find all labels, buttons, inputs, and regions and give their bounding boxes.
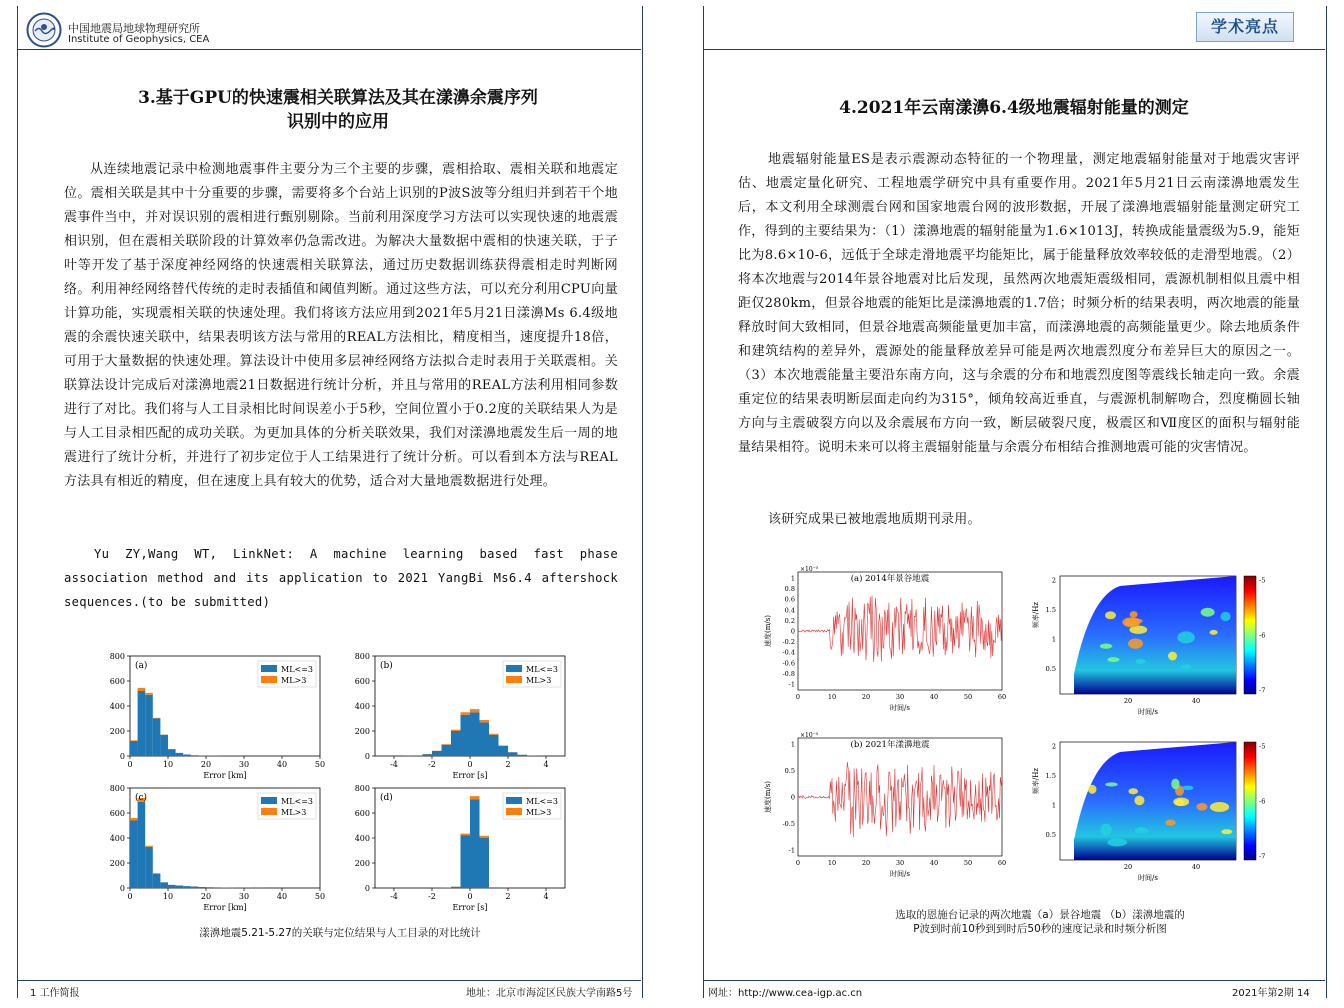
right-figure-caption — [810, 908, 1270, 936]
y-tick-label: 2 — [1051, 576, 1056, 585]
spectrogram-energy-blob — [1122, 617, 1140, 627]
hist-bar-ml-small — [145, 695, 153, 756]
hist-bar-ml-small — [153, 719, 161, 757]
left-header-rule — [17, 49, 641, 50]
legend-swatch-ml-large — [506, 676, 522, 683]
spectrogram-energy-blob — [1100, 824, 1111, 836]
y-tick-label: 0.8 — [784, 585, 795, 594]
hist-bar-ml-small — [489, 887, 499, 888]
spectrogram-energy-blob — [1220, 612, 1230, 621]
y-tick-label: 200 — [354, 727, 370, 736]
hist-bar-ml-small — [138, 802, 146, 888]
y-tick-label: 800 — [354, 784, 370, 793]
hist-bar-ml-small — [145, 847, 153, 888]
x-tick-label: -2 — [428, 760, 436, 769]
hist-bar-ml-small — [176, 753, 184, 756]
spectrogram-energy-blob — [1168, 652, 1177, 661]
y-tick-label: 600 — [354, 677, 370, 686]
hist-bar-ml-large — [138, 688, 146, 691]
hist-bar-ml-small — [130, 821, 138, 889]
x-tick-label: 10 — [162, 892, 174, 901]
x-tick-label: 4 — [543, 760, 549, 769]
spectrogram-energy-blob — [1165, 819, 1175, 825]
spectrogram-energy-blob — [1177, 631, 1194, 643]
y-tick-label: 1 — [790, 574, 795, 583]
y-tick-label: -0.8 — [782, 669, 795, 678]
x-tick-label: 20 — [200, 892, 212, 901]
x-axis-label: 时间/s — [890, 704, 910, 712]
x-tick-label: 0 — [795, 693, 801, 701]
y-axis-label: 频率/Hz — [1032, 767, 1040, 795]
spectrogram-energy-blob — [1182, 786, 1194, 791]
x-tick-label: 40 — [1191, 863, 1201, 871]
hist-bar-ml-small — [168, 749, 176, 756]
legend-swatch-ml-small — [261, 797, 277, 804]
x-tick-label: 0 — [467, 760, 473, 769]
legend-label-ml-large: ML>3 — [281, 676, 307, 685]
x-tick-label: 20 — [861, 693, 871, 701]
footer-issue: 2021年第2期 14 — [1232, 988, 1310, 999]
left-title-line1: 3.基于GPU的快速震相关联算法及其在漾濞余震序列 — [138, 88, 538, 108]
spectrogram-energy-blob — [1128, 639, 1143, 649]
hist-bar-ml-large — [499, 746, 509, 747]
hist-bar-ml-small — [451, 887, 461, 888]
y-axis-label: 频率/Hz — [1032, 601, 1040, 629]
legend-label-ml-large: ML>3 — [281, 808, 307, 817]
hist-bar-ml-small — [518, 755, 528, 756]
y-tick-label: 0 — [119, 752, 125, 761]
hist-bar-ml-large — [461, 712, 471, 715]
hist-bar-ml-small — [480, 838, 490, 888]
x-tick-label: 30 — [238, 760, 250, 769]
right-caption-line1: 选取的恩施台记录的两次地震（a）景谷地震 （b）漾濞地震的 — [895, 909, 1185, 921]
x-tick-label: 10 — [827, 693, 837, 701]
hist-bar-ml-small — [470, 799, 480, 888]
footer-website[interactable]: 网址：http://www.cea-igp.ac.cn — [708, 988, 863, 999]
legend-swatch-ml-large — [261, 808, 277, 815]
spectrogram-energy-blob — [1210, 802, 1229, 812]
hist-bar-ml-small — [499, 746, 509, 756]
y-tick-label: 400 — [354, 834, 370, 843]
y-tick-label: 1.5 — [1045, 606, 1056, 614]
colorbar — [1244, 576, 1256, 694]
x-tick-label: 10 — [162, 760, 174, 769]
x-axis-label: Error [km] — [203, 771, 247, 780]
left-article-body: 从连续地震记录中检测地震事件主要分为三个主要的步骤，震相拾取、震相关联和地震定位。震相关联是其中十分重要的步骤，需要将多个台站上识别的P波S波等分组归并到若干个地震事件当中，并对误识别的震相进行甄别剔除。当前利用深度学习方法可以实现快速的地震震相识别，但在震相关联阶段的计算效率仍急需改进。为解决大量数据中震相的快速关联，于子叶等开发了基于深度神经网络的快速震相关联算法，通过历史数据训练获得震相走时判断网络。利用神经网络替代传统的走时表插值和阈值判断。通过这些方法，可以充分利用CPU向量计算功能，实现震相关联的快速处理。我们将该方法应用到2021年5月21日漾濞Ms 6.4级地震的余震快速关联中，结果表明该方法与常用的REAL方法相比，精度相当，速度提升18倍，可用于大量数据的快速处理。算法设计中使用多层神经网络方法拟合走时表用于关联震相。关联算法设计完成后对漾濞地震21日数据进行统计分析，并且与常用的REAL方法利用相同参数进行了对比。我们将与人工目录相比时间误差小于5秒，空间位置小于0.2度的关联结果人为是与人工目录相匹配的成功关联。为更加具体的分析关联效果，我们对漾濞地震发生后一周的地震进行了统计分析，并进行了初步定位于人工结果进行了统计分析。可以看到本方法与REAL方法具有相近的精度，但在速度上具有较大的优势，适合对大量地震数据进行处理。 — [64, 162, 618, 489]
left-footer-rule — [17, 980, 641, 981]
x-tick-label: 40 — [929, 693, 939, 701]
hist-bar-ml-small — [176, 886, 184, 889]
hist-bar-ml-large — [470, 709, 480, 712]
spectrogram-energy-blob — [1221, 829, 1232, 834]
hist-bar-ml-small — [461, 836, 471, 889]
left-article-title — [60, 86, 616, 134]
x-tick-label: -4 — [390, 892, 398, 901]
y-axis-label: 速度(m/s) — [764, 780, 772, 814]
hist-bar-ml-small — [183, 755, 191, 757]
colorbar-tick-label: -7 — [1259, 852, 1266, 861]
hist-bar-ml-large — [130, 740, 138, 741]
colorbar-tick-label: -7 — [1259, 686, 1266, 695]
y-tick-label: 400 — [109, 834, 125, 843]
x-tick-label: 50 — [314, 760, 326, 769]
y-tick-label: -0.5 — [782, 820, 795, 828]
histogram-panel — [110, 784, 325, 912]
hist-bar-ml-small — [461, 715, 471, 756]
colorbar-tick-label: -6 — [1259, 631, 1266, 640]
spectrogram-energy-blob — [1100, 644, 1113, 649]
x-tick-label: 40 — [929, 859, 939, 867]
x-tick-label: 2 — [505, 760, 511, 769]
legend-label-ml-large: ML>3 — [526, 808, 552, 817]
seismogram-panel — [763, 566, 1265, 716]
y-tick-label: -0.4 — [782, 648, 795, 657]
spectrogram-energy-blob — [1105, 611, 1116, 619]
spectrogram-energy-blob — [1135, 659, 1145, 664]
hist-bar-ml-small — [130, 741, 138, 756]
y-tick-label: 0.4 — [784, 606, 795, 615]
x-tick-label: 20 — [200, 760, 212, 769]
panel-tag: (d) — [380, 793, 393, 803]
hist-bar-ml-small — [191, 755, 199, 756]
y-tick-label: 600 — [109, 809, 125, 818]
x-tick-label: 50 — [314, 892, 326, 901]
panel-tag: (b) — [380, 661, 393, 671]
spectrogram-energy-blob — [1171, 779, 1179, 790]
spectrogram-energy-blob — [1210, 630, 1218, 635]
panel-tag: (c) — [135, 793, 148, 803]
hist-bar-ml-small — [191, 887, 199, 889]
legend-label-ml-small: ML<=3 — [281, 665, 313, 674]
hist-bar-ml-large — [461, 834, 471, 836]
x-tick-label: 40 — [1191, 697, 1201, 705]
y-tick-label: -0.6 — [782, 659, 795, 668]
spectrogram-energy-blob — [1181, 664, 1191, 669]
scale-label: ×10⁻⁵ — [800, 566, 819, 573]
seal-icon — [26, 12, 62, 48]
hist-bar-ml-small — [423, 754, 433, 756]
hist-bar-ml-large — [145, 846, 153, 847]
hist-bar-ml-small — [206, 887, 214, 888]
x-axis-label: 时间/s — [1138, 874, 1158, 882]
y-tick-label: 200 — [109, 727, 125, 736]
y-tick-label: 0.5 — [1045, 665, 1056, 673]
hist-bar-ml-small — [168, 885, 176, 888]
hist-bar-ml-large — [480, 836, 490, 838]
y-tick-label: 2 — [1051, 742, 1056, 751]
colorbar-tick-label: -5 — [1259, 742, 1266, 751]
x-tick-label: 30 — [895, 693, 905, 701]
hist-bar-ml-small — [160, 882, 168, 888]
histogram-panel — [355, 652, 565, 780]
footer-address: 地址：北京市海淀区民族大学南路5号 — [466, 988, 633, 999]
x-tick-label: 30 — [895, 859, 905, 867]
y-tick-label: -1 — [788, 680, 795, 689]
x-tick-label: 60 — [997, 859, 1007, 867]
y-tick-label: 0.5 — [784, 767, 795, 775]
hist-bar-ml-small — [480, 722, 490, 756]
x-tick-label: 20 — [1123, 863, 1133, 871]
colorbar — [1244, 742, 1256, 860]
y-tick-label: 1 — [1051, 635, 1056, 644]
colorbar-tick-label: -5 — [1259, 576, 1266, 585]
hist-bar-ml-large — [489, 734, 499, 735]
y-tick-label: 0.6 — [784, 595, 795, 604]
hist-bar-ml-large — [480, 720, 490, 722]
hist-bar-ml-large — [470, 796, 480, 799]
hist-bar-ml-small — [214, 887, 222, 888]
histogram-panel — [110, 652, 325, 780]
hist-bar-ml-large — [153, 718, 161, 719]
y-tick-label: 200 — [354, 859, 370, 868]
y-tick-label: 0 — [790, 627, 795, 636]
footer-left-page: 1 工作简报 — [30, 988, 80, 999]
hist-bar-ml-large — [451, 730, 461, 731]
y-tick-label: 600 — [109, 677, 125, 686]
hist-bar-ml-small — [153, 874, 161, 888]
hist-bar-ml-small — [489, 735, 499, 756]
x-tick-label: 60 — [997, 693, 1007, 701]
x-tick-label: 20 — [861, 859, 871, 867]
spectrogram-energy-blob — [1134, 796, 1144, 806]
hist-bar-ml-small — [413, 755, 423, 756]
institute-logo — [26, 12, 62, 48]
legend-swatch-ml-small — [506, 665, 522, 672]
y-tick-label: 0.5 — [1045, 831, 1056, 839]
y-tick-label: 1 — [790, 740, 795, 749]
y-tick-label: 0 — [119, 884, 125, 893]
hist-bar-ml-small — [138, 691, 146, 756]
legend-swatch-ml-small — [261, 665, 277, 672]
x-axis-label: Error [km] — [203, 903, 247, 912]
hist-bar-ml-small — [198, 756, 206, 757]
hist-bar-ml-small — [508, 752, 518, 756]
y-tick-label: 0 — [364, 884, 370, 893]
y-tick-label: -1 — [788, 846, 795, 855]
y-tick-label: 1.5 — [1045, 772, 1056, 780]
seismogram-title: (a) 2014年景谷地震 — [850, 574, 930, 584]
legend-label-ml-small: ML<=3 — [526, 665, 558, 674]
scale-label: ×10⁻⁵ — [800, 732, 819, 739]
x-tick-label: 40 — [276, 892, 288, 901]
hist-bar-ml-small — [160, 735, 168, 756]
y-tick-label: 200 — [109, 859, 125, 868]
x-tick-label: 0 — [127, 892, 133, 901]
x-tick-label: 20 — [1123, 697, 1133, 705]
hist-bar-ml-small — [183, 886, 191, 888]
legend-label-ml-small: ML<=3 — [281, 797, 313, 806]
hist-bar-ml-large — [130, 818, 138, 821]
y-tick-label: 400 — [354, 702, 370, 711]
spectrogram-energy-blob — [1128, 788, 1138, 794]
spectrogram-energy-blob — [1088, 785, 1096, 794]
legend-label-ml-large: ML>3 — [526, 676, 552, 685]
panel-tag: (a) — [135, 661, 148, 671]
y-tick-label: 0.2 — [784, 616, 795, 625]
y-tick-label: 400 — [109, 702, 125, 711]
spectrogram-energy-blob — [1175, 799, 1184, 806]
hist-bar-ml-small — [221, 888, 229, 889]
section-badge: 学术亮点 — [1196, 12, 1294, 42]
hist-bar-ml-large — [145, 693, 153, 695]
x-tick-label: 50 — [963, 859, 973, 867]
legend-swatch-ml-large — [506, 808, 522, 815]
spectrogram-energy-blob — [1107, 657, 1119, 662]
x-tick-label: 0 — [127, 760, 133, 769]
x-tick-label: 40 — [276, 760, 288, 769]
y-tick-label: -0.2 — [782, 638, 795, 647]
right-article-title: 4.2021年云南漾濞6.4级地震辐射能量的测定 — [839, 98, 1189, 118]
x-axis-label: Error [s] — [452, 903, 488, 912]
right-header-rule — [703, 49, 1325, 50]
histogram-figure — [100, 648, 580, 916]
x-tick-label: 10 — [827, 859, 837, 867]
seismogram-title: (b) 2021年漾濞地震 — [850, 740, 930, 750]
hist-bar-ml-small — [198, 887, 206, 888]
x-axis-label: 时间/s — [1138, 708, 1158, 716]
legend-swatch-ml-small — [506, 797, 522, 804]
x-tick-label: 4 — [543, 892, 549, 901]
institute-name-en: Institute of Geophysics, CEA — [68, 34, 210, 45]
left-figure-caption: 漾濞地震5.21-5.27的关联与定位结果与人工目录的对比统计 — [199, 927, 481, 939]
left-title-line2: 识别中的应用 — [287, 112, 389, 132]
x-tick-label: 2 — [505, 892, 511, 901]
histogram-panel — [355, 784, 565, 912]
x-tick-label: 30 — [238, 892, 250, 901]
hist-bar-ml-small — [451, 731, 461, 756]
y-tick-label: 0 — [790, 793, 795, 802]
seismogram-figure — [760, 562, 1280, 884]
y-axis-label: 速度(m/s) — [764, 614, 772, 648]
hist-bar-ml-small — [442, 745, 452, 756]
spectrogram-energy-blob — [1130, 611, 1138, 618]
y-tick-label: 600 — [354, 809, 370, 818]
y-tick-label: 800 — [109, 652, 125, 661]
seismogram-panel — [763, 732, 1265, 882]
hist-bar-ml-large — [442, 744, 452, 745]
x-axis-label: Error [s] — [452, 771, 488, 780]
x-tick-label: 0 — [467, 892, 473, 901]
spectrogram-energy-blob — [1107, 838, 1127, 846]
hist-bar-ml-small — [432, 751, 442, 756]
spectrogram-energy-blob — [1201, 608, 1215, 617]
legend-swatch-ml-large — [261, 676, 277, 683]
legend-label-ml-small: ML<=3 — [526, 797, 558, 806]
y-tick-label: 800 — [109, 784, 125, 793]
y-tick-label: 0 — [364, 752, 370, 761]
spectrogram-energy-blob — [1105, 782, 1118, 786]
x-tick-label: 0 — [795, 859, 801, 867]
left-reference: Yu ZY,Wang WT, LinkNet: A machine learning based fast phase association method and its application to 2021 YangBi Ms6.4 aftershock sequences.(to be submitted) — [64, 547, 618, 609]
spectrogram-energy-blob — [1196, 803, 1207, 811]
x-tick-label: 50 — [963, 693, 973, 701]
right-published-note: 该研究成果已被地震地质期刊录用。 — [768, 512, 981, 527]
institute-name-cn: 中国地震局地球物理研究所 — [68, 22, 200, 35]
y-tick-label: 800 — [354, 652, 370, 661]
colorbar-tick-label: -6 — [1259, 797, 1266, 806]
right-article-body: 地震辐射能量ES是表示震源动态特征的一个物理量，测定地震辐射能量对于地震灾害评估、地震定量化研究、工程地震学研究中具有重要作用。2021年5月21日云南漾濞地震发生后，本文利用全球测震台网和国家地震台网的波形数据，开展了漾濞地震辐射能量测定研究工作，得到的主要结果为：（1）漾濞地震的辐射能量为1.6×1013J，转换成能量震级为5.9，能矩比为8.6×10-6，远低于全球走滑地震平均能矩比，属于能量释放效率较低的走滑型地震。（2）将本次地震与2014年景谷地震对比后发现，虽然两次地震矩震级相同，震源机制相似且震中相距仅280km，但景谷地震的能矩比是漾濞地震的1.7倍；时频分析的结果表明，两次地震的能量释放时间大致相同，但景谷地震高频能量更加丰富，而漾濞地震的高频能量更少。除去地质条件和建筑结构的差异外，震源处的能量释放差异可能是两次地震烈度分布差异巨大的原因之一。（3）本次地震能量主要沿东南方向，这与余震的分布和地震烈度图等震线长轴走向一致。余震重定位的结果表明断层面走向约为315°，倾角较高近垂直，与震源机制解吻合，烈度椭圆长轴方向与主震破裂方向以及余震展布方向一致，断层破裂尺度，极震区和Ⅶ度区的面积与辐射能量结果相符。说明未来可以将主震辐射能量与余震分布相结合推测地震可能的灾害情况。 — [738, 152, 1300, 455]
hist-bar-ml-small — [470, 712, 480, 756]
x-tick-label: -2 — [428, 892, 436, 901]
x-axis-label: 时间/s — [890, 870, 910, 878]
right-caption-line2: P波到时前10秒到到时后50秒的速度记录和时频分析图 — [913, 923, 1167, 935]
right-footer-rule — [703, 980, 1325, 981]
y-tick-label: 1 — [1051, 801, 1056, 810]
x-tick-label: -4 — [390, 760, 398, 769]
spectrogram-energy-blob — [1135, 827, 1148, 833]
